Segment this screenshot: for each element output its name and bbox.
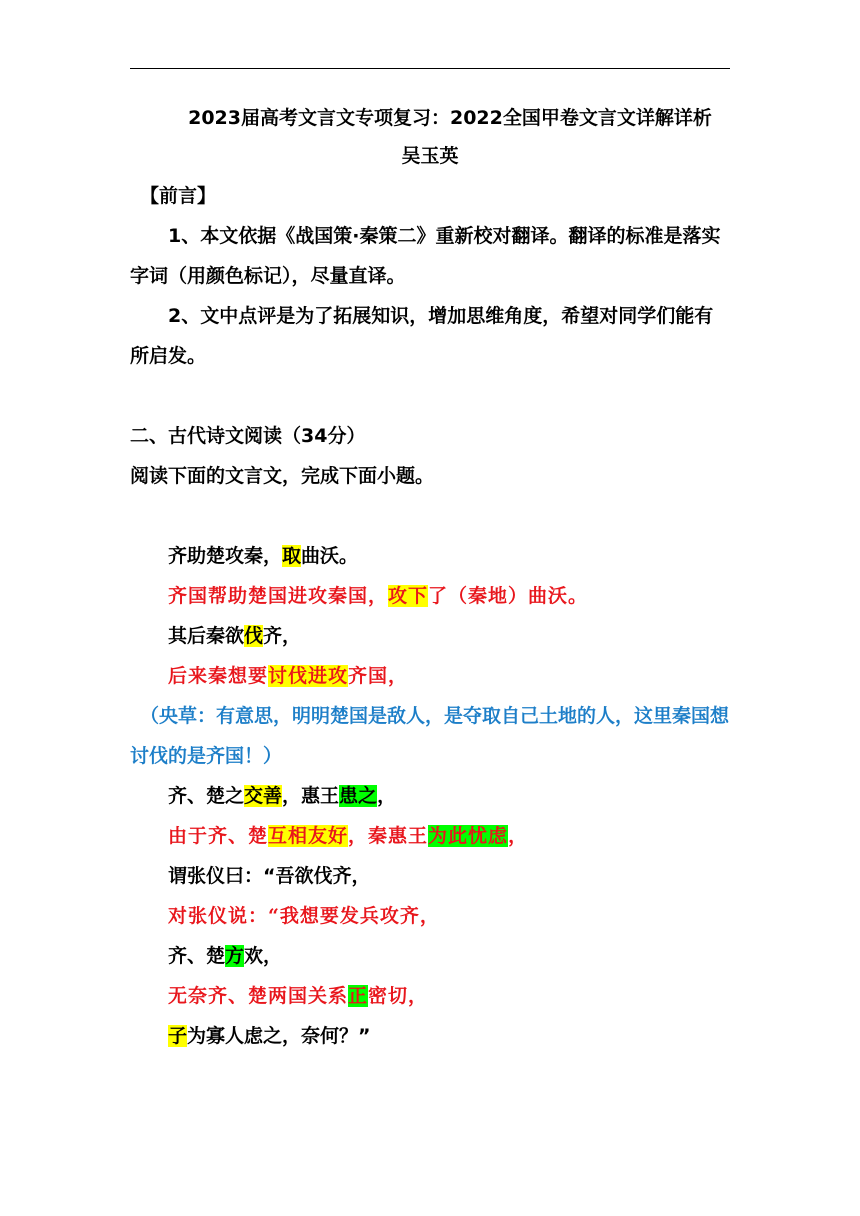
text-run: ， bbox=[377, 785, 397, 807]
text-run: 欢， bbox=[244, 945, 283, 967]
highlight-yellow: 讨伐进攻 bbox=[268, 665, 349, 687]
highlight-yellow: 互相友好 bbox=[268, 825, 349, 847]
header-rule bbox=[130, 68, 730, 69]
document-title: 2023届高考文言文专项复习：2022全国甲卷文言文详解详析 bbox=[188, 107, 712, 129]
highlight-yellow: 取 bbox=[282, 545, 302, 567]
highlight-yellow: 攻下 bbox=[388, 585, 429, 607]
original-line bbox=[130, 776, 730, 816]
section-instruction: 阅读下面的文言文，完成下面小题。 bbox=[130, 465, 435, 487]
text-run: 齐、楚 bbox=[168, 945, 226, 967]
text-run: 了（秦地）曲沃。 bbox=[428, 585, 589, 607]
text-run: 齐国帮助楚国进攻秦国， bbox=[168, 585, 389, 607]
translation-line bbox=[130, 816, 730, 856]
text-run: ，惠王 bbox=[282, 785, 340, 807]
original-line bbox=[130, 536, 730, 576]
original-line bbox=[130, 936, 730, 976]
text-run: 由于齐、楚 bbox=[168, 825, 269, 847]
highlight-yellow: 子 bbox=[168, 1025, 188, 1047]
preface-heading: 【前言】 bbox=[140, 185, 217, 207]
section-heading: 二、古代诗文阅读（34分） bbox=[130, 425, 366, 447]
commentary-line bbox=[130, 696, 730, 776]
translation-line bbox=[130, 976, 730, 1016]
text-run: 曲沃。 bbox=[301, 545, 359, 567]
document-page bbox=[130, 98, 730, 1056]
text-run: 其后秦欲 bbox=[168, 625, 245, 647]
text-run: 齐助楚攻秦， bbox=[168, 545, 283, 567]
text-run: ，秦惠王 bbox=[348, 825, 429, 847]
original-line bbox=[130, 856, 730, 896]
text-run: ， bbox=[508, 825, 529, 847]
highlight-yellow: 交善 bbox=[244, 785, 283, 807]
text-run: 为寡人虑之，奈何？” bbox=[187, 1025, 371, 1047]
highlight-green: 方 bbox=[225, 945, 245, 967]
highlight-green: 患之 bbox=[339, 785, 378, 807]
passage bbox=[130, 536, 730, 1056]
author-name: 吴玉英 bbox=[401, 145, 459, 167]
text-run: 对张仪说：“我想要发兵攻齐， bbox=[168, 905, 440, 927]
text-run: 谓张仪曰：“吾欲伐齐， bbox=[168, 865, 371, 887]
highlight-green: 为此忧虑 bbox=[428, 825, 509, 847]
text-run: 齐， bbox=[263, 625, 302, 647]
translation-line bbox=[130, 896, 730, 936]
preface-paragraph-2: 2、文中点评是为了拓展知识，增加思维角度，希望对同学们能有所启发。 bbox=[130, 305, 714, 367]
text-run: 无奈齐、楚两国关系 bbox=[168, 985, 349, 1007]
text-run: 齐、楚之 bbox=[168, 785, 245, 807]
text-run: （央草：有意思，明明楚国是敌人，是夺取自己土地的人，这里秦国想讨伐的是齐国！） bbox=[130, 705, 730, 767]
preface-paragraph-1: 1、本文依据《战国策·秦策二》重新校对翻译。翻译的标准是落实字词（用颜色标记），尽量直译。 bbox=[130, 225, 721, 287]
text-run: 后来秦想要 bbox=[168, 665, 269, 687]
text-run: 齐国， bbox=[348, 665, 409, 687]
translation-line bbox=[130, 576, 730, 616]
original-line bbox=[130, 616, 730, 656]
highlight-green: 正 bbox=[348, 985, 369, 1007]
highlight-yellow: 伐 bbox=[244, 625, 264, 647]
translation-line bbox=[130, 656, 730, 696]
text-run: 密切， bbox=[368, 985, 429, 1007]
original-line bbox=[130, 1016, 730, 1056]
